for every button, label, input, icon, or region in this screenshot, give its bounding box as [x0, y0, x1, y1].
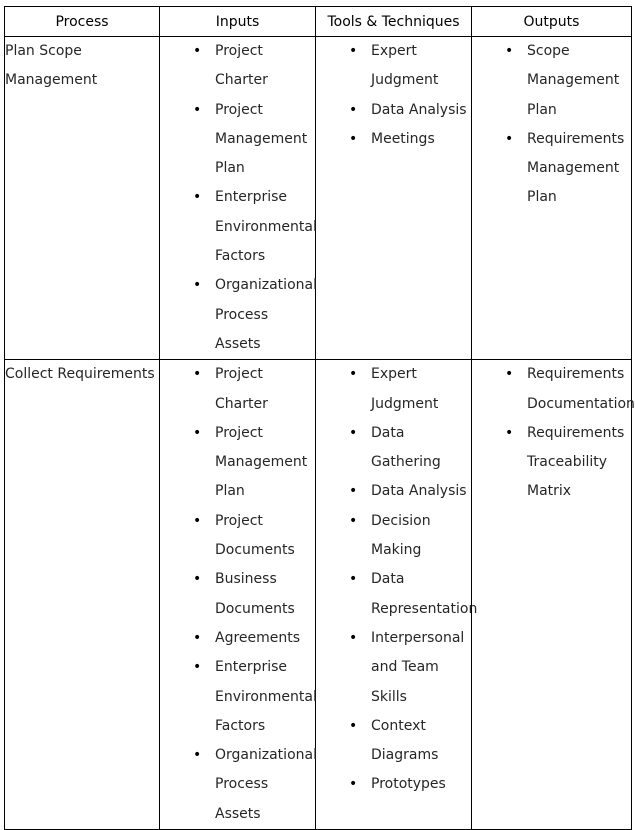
list-item [472, 419, 631, 507]
bullet-icon: • [193, 659, 202, 676]
list-item [160, 624, 315, 653]
list-item-text: Requirements Management Plan [527, 130, 625, 206]
list-item-text: Project Management Plan [215, 101, 308, 177]
list-item-text: Data Representation [371, 571, 478, 617]
bullet-icon: • [349, 483, 358, 500]
outputs-list [472, 360, 635, 506]
inputs-cell [160, 360, 316, 830]
tools-cell [316, 37, 472, 360]
bullet-icon: • [505, 43, 514, 59]
list-item-text: Enterprise Environmental Factors [215, 659, 317, 734]
list-item [472, 37, 631, 125]
list-item-text: Project Documents [215, 512, 295, 559]
bullet-icon: • [193, 424, 202, 441]
list-item [316, 360, 471, 419]
bullet-icon: • [193, 747, 202, 764]
bullet-icon: • [349, 43, 358, 59]
list-item [472, 360, 635, 419]
list-item-text: Meetings [371, 130, 435, 147]
bullet-icon: • [193, 101, 202, 118]
bullet-icon: • [349, 366, 358, 383]
list-item-text: Interpersonal and Team Skills [371, 629, 465, 705]
bullet-icon: • [193, 571, 202, 588]
bullet-icon: • [193, 277, 202, 294]
list-item [160, 419, 315, 507]
header-process: Process [5, 7, 160, 37]
list-item-text: Project Management Plan [215, 424, 308, 500]
outputs-cell [472, 37, 632, 360]
header-inputs: Inputs [160, 7, 316, 37]
list-item [160, 96, 315, 184]
inputs-cell [160, 37, 316, 360]
bullet-icon: • [349, 571, 358, 588]
list-item [316, 125, 471, 154]
table-header-row [5, 7, 632, 37]
inputs-list [160, 37, 315, 359]
header-outputs: Outputs [472, 7, 632, 37]
bullet-icon: • [193, 189, 202, 206]
list-item-text: Project Charter [215, 366, 268, 412]
list-item [160, 271, 315, 359]
bullet-icon: • [505, 366, 514, 383]
outputs-cell [472, 360, 635, 830]
bullet-icon: • [349, 629, 358, 646]
list-item [316, 477, 471, 506]
process-name-cell: Collect Requirements [5, 360, 160, 830]
list-item [160, 360, 315, 419]
bullet-icon: • [349, 130, 358, 147]
list-item [316, 37, 471, 96]
list-item [160, 741, 315, 829]
bullet-icon: • [349, 512, 358, 529]
list-item-text: Scope Management Plan [527, 43, 620, 118]
list-item-text: Organizational Process Assets [215, 747, 317, 822]
process-name-cell: Plan Scope Management [5, 37, 160, 360]
table-row [5, 360, 632, 830]
list-item [316, 624, 471, 712]
list-item-text: Prototypes [371, 776, 446, 793]
list-item-text: Agreements [215, 629, 301, 646]
outputs-list [472, 37, 631, 213]
bullet-icon: • [193, 629, 202, 646]
process-table [4, 6, 635, 830]
list-item [160, 183, 315, 271]
list-item-text: Decision Making [371, 512, 431, 559]
list-item-text: Organizational Process Assets [215, 277, 317, 352]
document-page [4, 6, 635, 830]
bullet-icon: • [193, 512, 202, 529]
list-item-text: Enterprise Environmental Factors [215, 189, 317, 265]
list-item-text: Project Charter [215, 43, 268, 89]
list-item [316, 712, 471, 771]
list-item-text: Context Diagrams [371, 717, 439, 764]
list-item [316, 507, 471, 566]
list-item-text: Data Gathering [371, 424, 441, 471]
inputs-list [160, 360, 315, 829]
bullet-icon: • [505, 424, 514, 441]
bullet-icon: • [193, 366, 202, 383]
list-item [472, 125, 631, 213]
list-item [316, 96, 471, 125]
bullet-icon: • [349, 424, 358, 441]
list-item-text: Data Analysis [371, 483, 467, 500]
list-item [160, 37, 315, 96]
list-item-text: Business Documents [215, 571, 295, 617]
list-item-text: Requirements Traceability Matrix [527, 424, 625, 500]
list-item [160, 653, 315, 741]
tools-cell [316, 360, 478, 830]
tools-list [316, 37, 471, 154]
list-item-text: Expert Judgment [371, 43, 439, 89]
list-item [316, 770, 471, 799]
bullet-icon: • [349, 101, 358, 118]
bullet-icon: • [505, 130, 514, 147]
list-item-text: Requirements Documentation [527, 366, 635, 412]
list-item [160, 565, 315, 624]
list-item [316, 419, 471, 478]
list-item-text: Expert Judgment [371, 366, 439, 412]
bullet-icon: • [349, 776, 358, 793]
header-tools-techniques: Tools & Techniques [316, 7, 472, 37]
list-item [160, 507, 315, 566]
table-row [5, 37, 632, 360]
bullet-icon: • [349, 717, 358, 734]
tools-list [316, 360, 478, 799]
bullet-icon: • [193, 43, 202, 59]
list-item-text: Data Analysis [371, 101, 467, 118]
list-item [316, 565, 478, 624]
